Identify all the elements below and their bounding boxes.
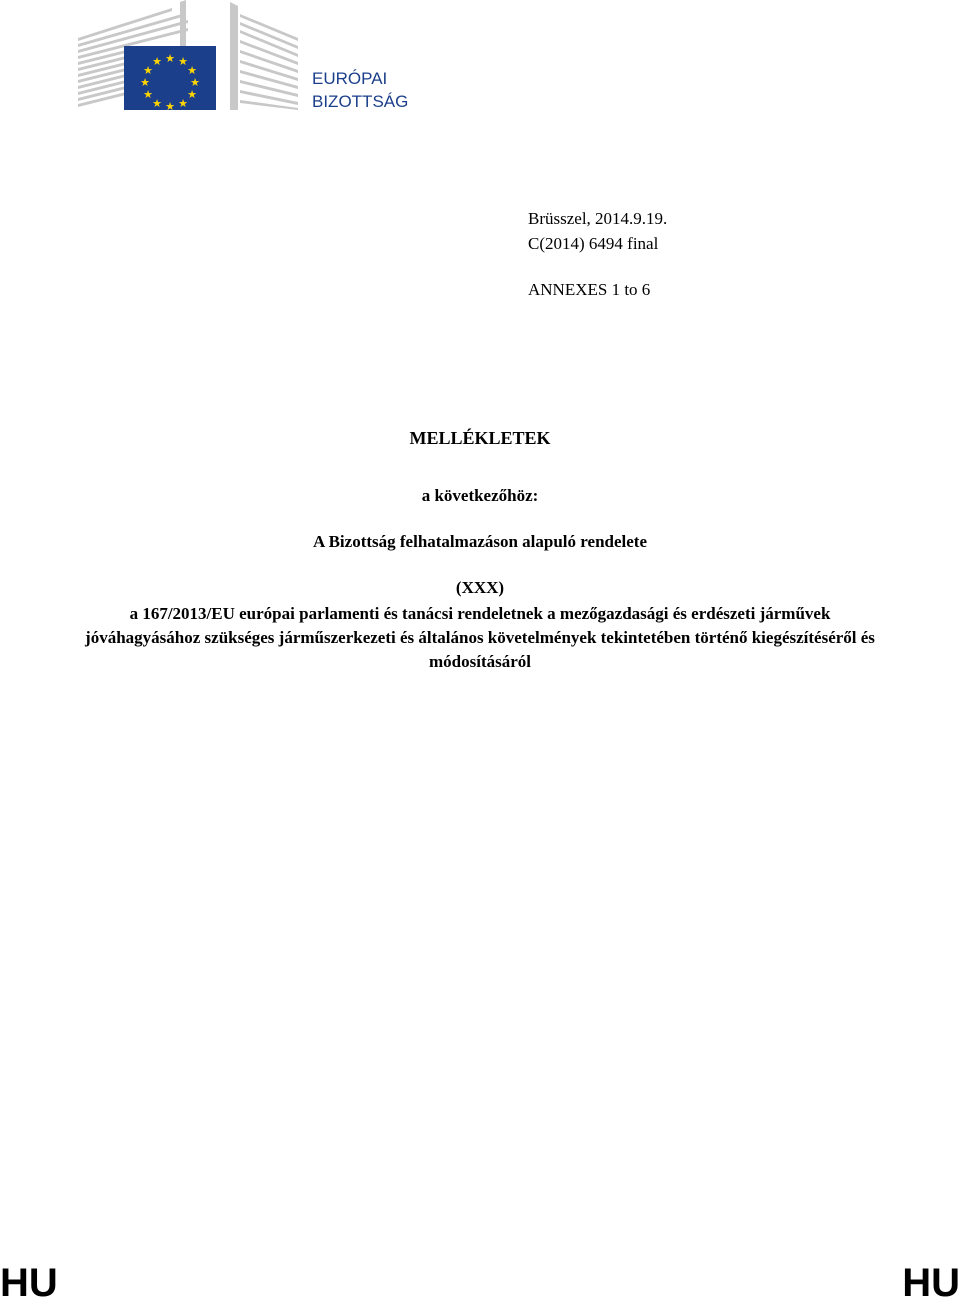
- institution-name-line2: BIZOTTSÁG: [312, 92, 409, 111]
- svg-text:★: ★: [143, 64, 153, 77]
- annexes-label: ANNEXES 1 to 6: [528, 280, 651, 299]
- document-heading: MELLÉKLETEK: [409, 428, 551, 448]
- document-meta: [528, 206, 667, 302]
- document-reference: C(2014) 6494 final: [528, 234, 659, 253]
- act-description: a 167/2013/EU európai parlamenti és tanácsi rendeletnek a mezőgazdasági és erdészeti járművek jóváhagyásához szükséges járműszerkezeti és általános követelmények tekintetében történő kiegészítéséről és módosításáról: [85, 604, 875, 671]
- institution-name: [312, 67, 408, 113]
- language-code-right: HU: [902, 1261, 960, 1305]
- svg-text:★: ★: [143, 88, 153, 101]
- svg-text:★: ★: [190, 76, 200, 89]
- svg-text:★: ★: [152, 97, 162, 110]
- svg-text:★: ★: [152, 55, 162, 68]
- svg-text:★: ★: [187, 88, 197, 101]
- act-type: A Bizottság felhatalmazáson alapuló rendelete: [313, 532, 647, 551]
- svg-text:★: ★: [178, 55, 188, 68]
- svg-text:★: ★: [187, 64, 197, 77]
- svg-text:★: ★: [165, 52, 175, 65]
- act-number: (XXX): [455, 578, 505, 597]
- place-date: Brüsszel, 2014.9.19.: [528, 209, 668, 228]
- institution-name-line1: EURÓPAI: [312, 69, 388, 88]
- svg-text:★: ★: [178, 97, 188, 110]
- language-code-left: HU: [0, 1261, 58, 1305]
- svg-text:★: ★: [165, 100, 175, 112]
- european-commission-logo-icon: [76, 0, 300, 112]
- svg-text:★: ★: [140, 76, 150, 89]
- document-subheading: a következőhöz:: [421, 486, 539, 505]
